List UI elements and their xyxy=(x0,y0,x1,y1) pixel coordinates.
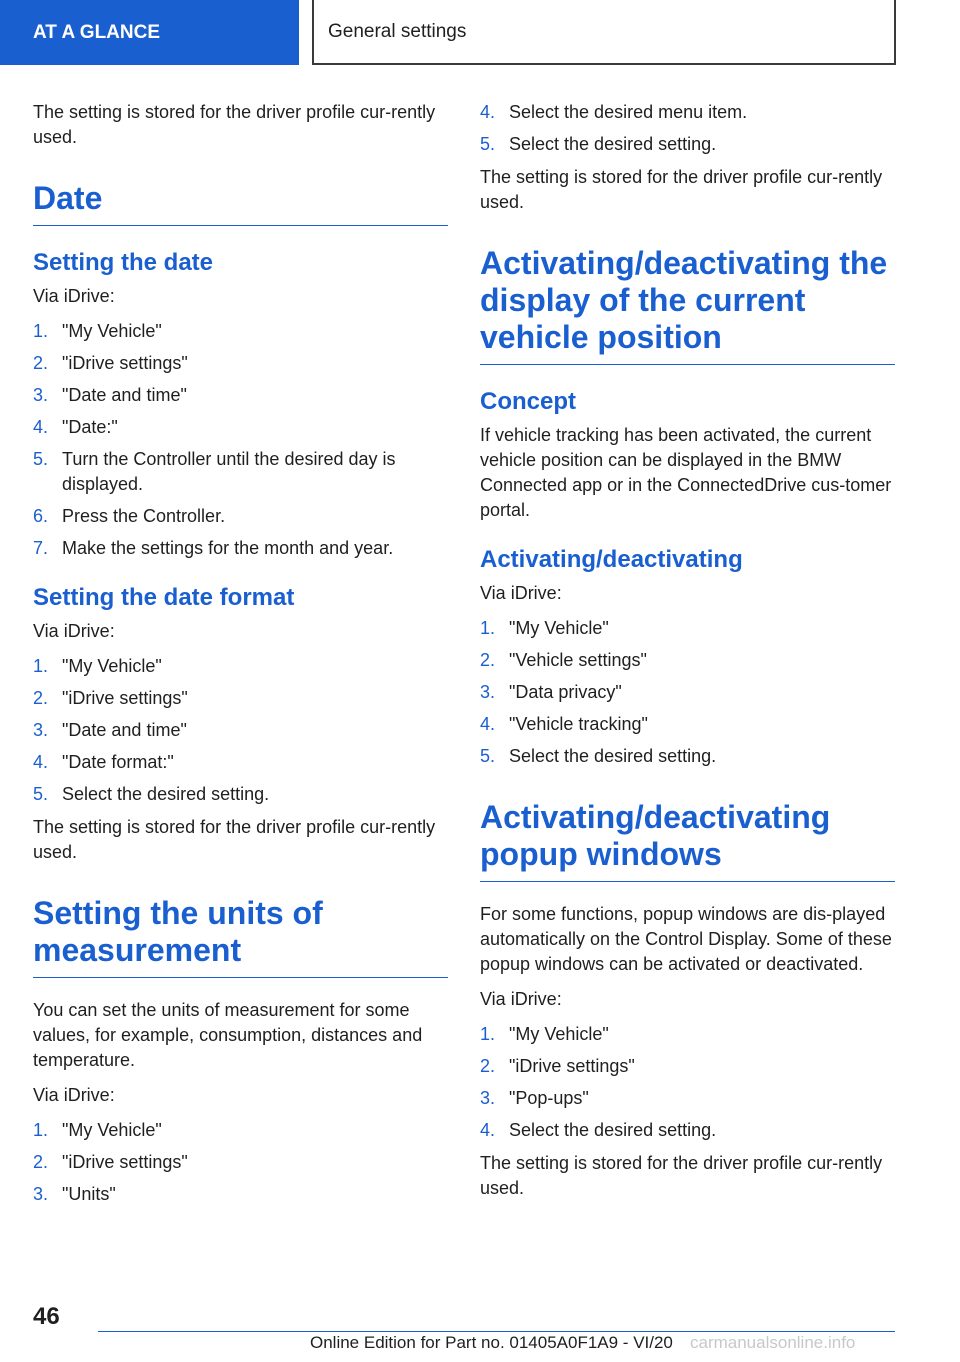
step-number: 1. xyxy=(33,321,49,341)
heading-units: Setting the units of measurement xyxy=(33,895,448,978)
section-label: AT A GLANCE xyxy=(33,21,161,43)
intro-note: The setting is stored for the driver profile cur-rently used. xyxy=(33,102,436,147)
step-text: "My Vehicle" xyxy=(62,1120,162,1140)
popups-note: The setting is stored for the driver profile cur-rently used. xyxy=(480,1153,883,1198)
heading-date: Date xyxy=(33,180,448,226)
steps-units-continued xyxy=(480,100,895,157)
watermark: carmanualsonline.info xyxy=(690,1333,856,1352)
list-item xyxy=(480,648,895,673)
list-item xyxy=(33,1118,448,1143)
list-item xyxy=(33,504,448,529)
step-text: "My Vehicle" xyxy=(509,618,609,638)
page-header xyxy=(312,0,896,65)
list-item xyxy=(33,1150,448,1175)
step-text: Select the desired setting. xyxy=(509,134,717,154)
step-number: 3. xyxy=(33,1184,49,1204)
step-number: 1. xyxy=(33,1120,49,1140)
step-number: 5. xyxy=(33,449,49,469)
via-idrive: Via iDrive: xyxy=(33,286,115,306)
list-item xyxy=(33,1182,448,1207)
heading-date-format: Setting the date format xyxy=(33,584,295,611)
step-number: 2. xyxy=(33,353,49,373)
list-item xyxy=(480,1054,895,1079)
step-number: 4. xyxy=(480,1120,496,1140)
list-item xyxy=(480,680,895,705)
units-note: The setting is stored for the driver profile cur-rently used. xyxy=(480,167,883,212)
step-number: 1. xyxy=(33,656,49,676)
step-text: Select the desired setting. xyxy=(62,784,270,804)
step-text: "Date:" xyxy=(62,417,118,437)
via-idrive: Via iDrive: xyxy=(33,1085,115,1105)
list-item xyxy=(480,616,895,641)
steps-units xyxy=(33,1118,448,1207)
step-text: "Units" xyxy=(62,1184,116,1204)
step-text: "Date and time" xyxy=(62,385,187,405)
list-item xyxy=(480,1118,895,1143)
step-text: "Data privacy" xyxy=(509,682,622,702)
list-item xyxy=(33,536,448,561)
list-item xyxy=(480,1022,895,1047)
step-number: 1. xyxy=(480,1024,496,1044)
heading-activating: Activating/deactivating xyxy=(480,546,743,573)
step-number: 4. xyxy=(480,714,496,734)
step-text: "iDrive settings" xyxy=(62,688,188,708)
steps-setting-date xyxy=(33,319,448,561)
step-text: Select the desired setting. xyxy=(509,1120,717,1140)
list-item xyxy=(33,782,448,807)
step-number: 3. xyxy=(480,1088,496,1108)
heading-concept: Concept xyxy=(480,388,576,415)
step-number: 4. xyxy=(33,417,49,437)
step-text: "My Vehicle" xyxy=(62,656,162,676)
step-number: 2. xyxy=(33,688,49,708)
section-tab[interactable] xyxy=(0,0,299,65)
step-text: "Vehicle settings" xyxy=(509,650,647,670)
step-text: "My Vehicle" xyxy=(62,321,162,341)
step-number: 4. xyxy=(480,102,496,122)
list-item xyxy=(33,415,448,440)
edition-text: Online Edition for Part no. 01405A0F1A9 - VI/20 xyxy=(310,1333,673,1352)
step-text: Make the settings for the month and year. xyxy=(62,538,394,558)
step-text: Select the desired menu item. xyxy=(509,102,748,122)
list-item xyxy=(33,654,448,679)
step-number: 4. xyxy=(33,752,49,772)
step-number: 3. xyxy=(33,385,49,405)
step-text: "Vehicle tracking" xyxy=(509,714,648,734)
heading-popups: Activating/deactivating popup windows xyxy=(480,799,895,882)
step-number: 5. xyxy=(33,784,49,804)
list-item xyxy=(480,1086,895,1111)
step-number: 2. xyxy=(480,650,496,670)
via-idrive: Via iDrive: xyxy=(33,621,115,641)
list-item xyxy=(33,351,448,376)
step-text: "iDrive settings" xyxy=(509,1056,635,1076)
concept-text: If vehicle tracking has been activated, the current vehicle position can be displayed in the BMW Connected app or in the ConnectedDrive cus-tomer portal. xyxy=(480,425,892,520)
list-item xyxy=(33,319,448,344)
steps-vehicle-tracking xyxy=(480,616,895,769)
step-text: "My Vehicle" xyxy=(509,1024,609,1044)
date-format-note: The setting is stored for the driver profile cur-rently used. xyxy=(33,817,436,862)
footer-divider xyxy=(98,1331,895,1332)
list-item xyxy=(33,383,448,408)
list-item xyxy=(33,447,448,497)
list-item xyxy=(33,686,448,711)
step-text: Turn the Controller until the desired day is displayed. xyxy=(62,449,396,494)
step-text: "iDrive settings" xyxy=(62,353,188,373)
popups-text: For some functions, popup windows are dis-played automatically on the Control Display. Some of these popup windows can be activated or deactivated. xyxy=(480,904,892,974)
step-number: 3. xyxy=(480,682,496,702)
step-number: 2. xyxy=(480,1056,496,1076)
step-text: "iDrive settings" xyxy=(62,1152,188,1172)
steps-popups xyxy=(480,1022,895,1143)
step-text: Select the desired setting. xyxy=(509,746,717,766)
list-item xyxy=(480,132,895,157)
step-number: 6. xyxy=(33,506,49,526)
list-item xyxy=(480,100,895,125)
via-idrive: Via iDrive: xyxy=(480,583,562,603)
step-number: 2. xyxy=(33,1152,49,1172)
right-column xyxy=(480,100,895,1211)
heading-vehicle-position: Activating/deactivating the display of the current vehicle position xyxy=(480,245,895,365)
left-column xyxy=(33,100,448,1215)
step-number: 3. xyxy=(33,720,49,740)
step-number: 1. xyxy=(480,618,496,638)
list-item xyxy=(33,750,448,775)
list-item xyxy=(480,712,895,737)
list-item xyxy=(480,744,895,769)
step-number: 5. xyxy=(480,746,496,766)
step-text: Press the Controller. xyxy=(62,506,226,526)
step-text: "Date format:" xyxy=(62,752,174,772)
step-text: "Pop-ups" xyxy=(509,1088,589,1108)
list-item xyxy=(33,718,448,743)
step-number: 5. xyxy=(480,134,496,154)
step-number: 7. xyxy=(33,538,49,558)
steps-date-format xyxy=(33,654,448,807)
step-text: "Date and time" xyxy=(62,720,187,740)
heading-setting-date: Setting the date xyxy=(33,249,214,276)
via-idrive: Via iDrive: xyxy=(480,989,562,1009)
page-number: 46 xyxy=(33,1303,60,1330)
chapter-title: General settings xyxy=(328,20,467,42)
units-text: You can set the units of measurement for some values, for example, consumption, distances and temperature. xyxy=(33,1000,423,1070)
